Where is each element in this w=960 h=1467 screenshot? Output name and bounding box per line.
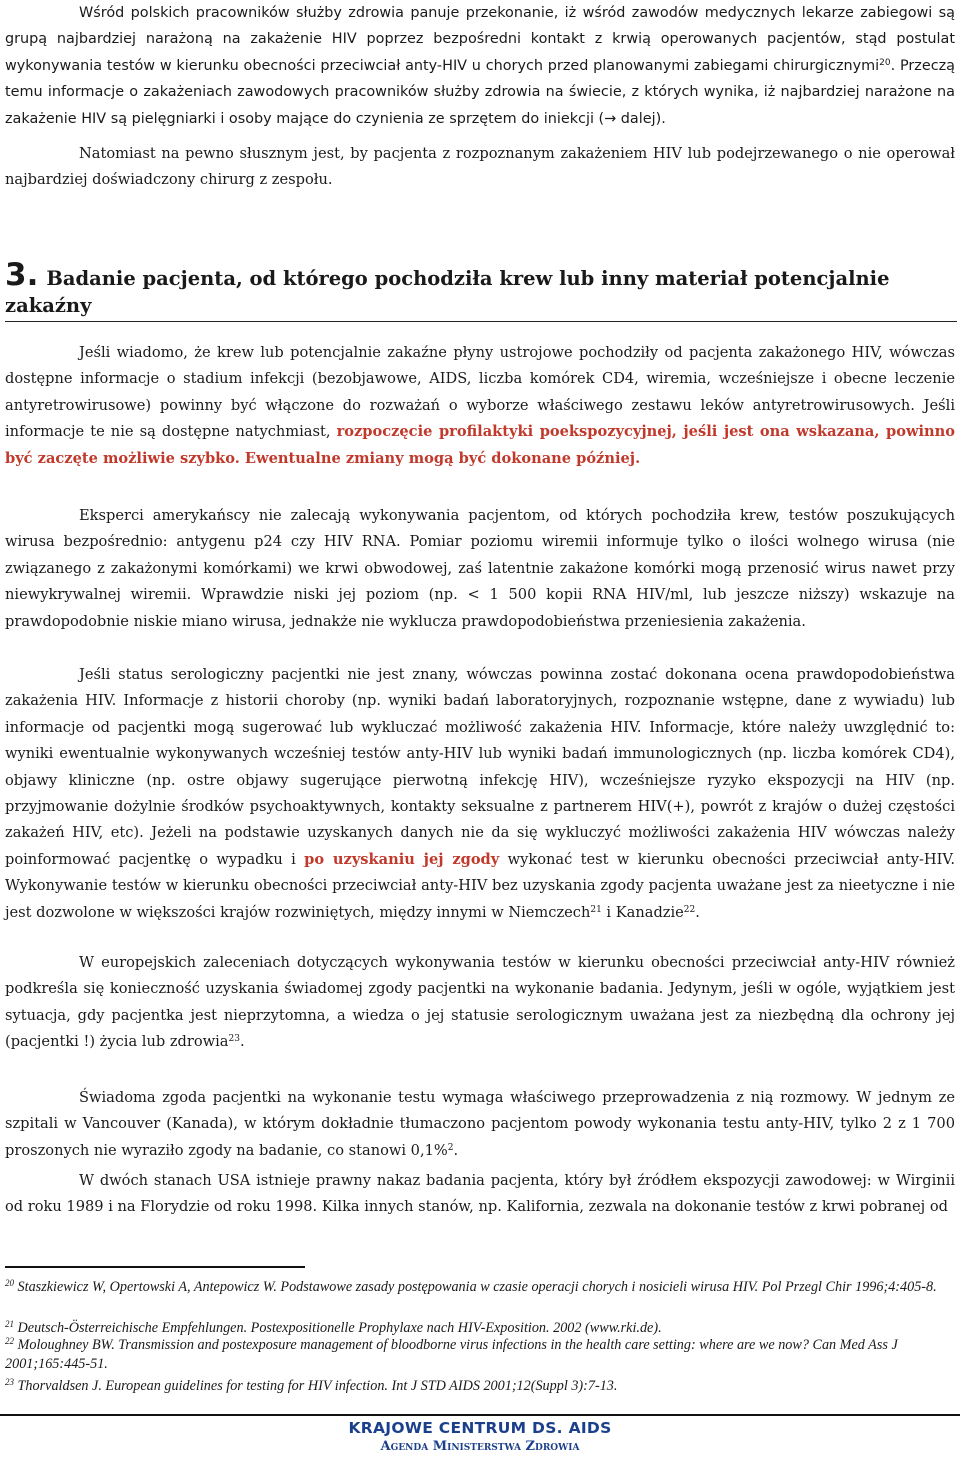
paragraph-text: Świadoma zgoda pacjentki na wykonanie testu wymaga właściwego przeprowadzenia z nią rozmowy. W jednym ze szpitali w Vancouver (Kanada), w którym dokładnie tłumaczono pacjentom powody wykonania testu anty-HIV, tylko 2 z 1 700 proszonych nie wyraziło zgody na badanie, co stanowi 0,1%: [5, 1089, 955, 1159]
footnote-number: 20: [5, 1278, 14, 1288]
footnote-ref: 2: [447, 1142, 454, 1153]
paragraph-text: .: [695, 903, 700, 921]
footnote-ref: 22: [683, 904, 696, 915]
page-footer: [0, 1419, 960, 1456]
paragraph-usa-states: W dwóch stanach USA istnieje prawny nakaz badania pacjenta, który był źródłem ekspozycji zawodowej: w Wirginii od roku 1989 i na Florydzie od roku 1998. Kilka innych stanów, np. Kalifornia, zezwala na dokonanie testów z krwi pobranej od: [5, 1172, 955, 1216]
paragraph-surgeons-risk: [5, 0, 955, 132]
paragraph-text: .: [239, 1033, 245, 1051]
section-underline: [5, 321, 957, 322]
footnote-20: [5, 1278, 955, 1297]
footnote-23: [5, 1377, 955, 1396]
footnote-number: 21: [5, 1319, 14, 1329]
footnote-ref: 21: [590, 904, 602, 915]
footnote-separator: [5, 1266, 305, 1268]
paragraph-text: wykonać test w kierunku obecności przeciwciał anty-HIV. Wykonywanie testów w kierunku obecności przeciwciał anty-HIV bez uzyskania zgody pacjenta uważane jest za nieetyczne i nie jest dozwolone w większości krajów rozwiniętych, między innymi w Niemczech: [5, 850, 955, 921]
section-number: 3.: [5, 257, 39, 293]
paragraph-text: Wśród polskich pracowników służby zdrowia panuje przekonanie, iż wśród zawodów medycznych lekarze zabiegowi są grupą najbardziej narażoną na zakażenie HIV poprzez bezpośredni kontakt z krwią operowanych pacjentów, stąd postulat wykonywania testów w kierunku obecności przeciwciał anty-HIV u chorych przed planowanymi zabiegami chirurgicznymi: [5, 5, 955, 74]
paragraph-text: Jeśli wiadomo, że krew lub potencjalnie zakaźne płyny ustrojowe pochodziły od pacjenta zakażonego HIV, wówczas dostępne informacje o stadium infekcji (bezobjawowe, AIDS, liczba komórek CD4, wiremia, wcześniejsze i obecne leczenie antyretrowirusowe) powinny być włączone do rozważań o wyborze właściwego zestawu leków antyretrowirusowych. Jeśli informacje te nie są dostępne natychmiast,: [5, 344, 955, 441]
footnote-ref: 23: [228, 1034, 240, 1045]
section-heading: [5, 257, 955, 319]
paragraph-text: W europejskich zaleceniach dotyczących wykonywania testów w kierunku obecności przeciwciał anty-HIV również podkreśla się konieczność uzyskania świadomej zgody pacjentki na wykonanie badania. Jedynym, jeśli w ogóle, wyjątkiem jest sytuacja, gdy pacjentka jest nieprzytomna, a wiedza o jej statusie serologicznym uważana jest za niezbędną dla ochrony jej (pacjentki !) życia lub zdrowia: [5, 954, 955, 1051]
paragraph-american-experts: Eksperci amerykańscy nie zalecają wykonywania pacjentom, od których pochodziła krew, testów poszukujących wirusa bezpośrednio: antygenu p24 czy HIV RNA. Pomiar poziomu wiremii informuje tylko o ilości wolnego wirusa (nie związanego z zakażonymi komórkami) we krwi obwodowej, zaś latentnie zakażone komórki mogą przenosić wirus nawet przy niewykrywalnej wiremii. Wprawdzie niski jej poziom (np. < 1 500 kopii RNA HIV/ml, lub jeszcze niższy) wskazuje na prawdopodobnie niskie miano wirusa, jednakże nie wyklucza prawdopodobieństwa przeniesienia zakażenia.: [5, 507, 955, 630]
paragraph-text: i Kanadzie: [601, 903, 684, 921]
footer-org-subtitle: Agenda Ministerstwa Zdrowia: [380, 1439, 580, 1454]
paragraph-european-guidelines: [5, 950, 955, 1056]
highlighted-text: rozpoczęcie profilaktyki poekspozycyjnej, jeśli jest ona wskazana, powinno być zaczęte możliwie szybko. Ewentualne zmiany mogą być dokonane później.: [5, 423, 955, 467]
paragraph-experienced-surgeon: Natomiast na pewno słusznym jest, by pacjenta z rozpoznanym zakażeniem HIV lub podejrzewanego o nie operował najbardziej doświadczony chirurg z zespołu.: [5, 145, 955, 189]
footnote-number: 22: [5, 1336, 14, 1346]
footnote-text: Staszkiewicz W, Opertowski A, Antepowicz W. Podstawowe zasady postępowania w czasie operacji chorych i nosicieli wirusa HIV. Pol Przegl Chir 1996;4:405-8.: [17, 1279, 937, 1295]
footnote-22: [5, 1336, 955, 1374]
highlighted-text: po uzyskaniu jej zgody: [304, 850, 500, 868]
paragraph-text: . Przeczą temu informacje o zakażeniach zawodowych pracowników służby zdrowia na świecie, z których wynika, iż najbardziej narażone na zakażenie HIV są pielęgniarki i osoby mające do czynienia ze sprzętem do iniekcji (→ dalej).: [5, 57, 955, 127]
footnote-ref: 20: [879, 57, 891, 68]
footnote-text: Thorvaldsen J. European guidelines for testing for HIV infection. Int J STD AIDS 2001;12(Suppl 3):7-13.: [17, 1378, 618, 1394]
paragraph-informed-consent: [5, 1085, 955, 1164]
footnote-text: Moloughney BW. Transmission and postexposure management of bloodborne virus infections in the health care setting: where are we now? Can Med Ass J 2001;165:445-51.: [5, 1337, 898, 1372]
footer-separator: [0, 1414, 960, 1416]
section-title: Badanie pacjenta, od którego pochodziła krew lub inny materiał potencjalnie zakaźny: [5, 267, 890, 317]
paragraph-known-source: [5, 340, 955, 472]
footer-org-name: KRAJOWE CENTRUM DS. AIDS: [348, 1419, 612, 1437]
footnote-number: 23: [5, 1377, 14, 1387]
paragraph-text: Jeśli status serologiczny pacjentki nie jest znany, wówczas powinna zostać dokonana ocena prawdopodobieństwa zakażenia HIV. Informacje z historii choroby (np. wyniki badań laboratoryjnych, rozpoznanie wstępne, dane z wywiadu) lub informacje od pacjentki mogą sugerować lub wykluczać możliwość zakażenia HIV. Informacje, które należy uwzględnić to: wyniki ewentualnie wykonywanych wcześniej testów anty-HIV lub wyniki badań immunologicznych (np. liczba komórek CD4), objawy kliniczne (np. ostre objawy sugerujące pierwotną infekcję HIV), wcześniejsze ryzyko ekspozycji na HIV (np. przyjmowanie dożylnie środków psychoaktywnych, kontakty seksualne z partnerem HIV(+), powrót z krajów o dużej częstości zakażeń HIV, etc). Jeżeli na podstawie uzyskanych danych nie da się wykluczyć możliwości zakażenia HIV wówczas należy poinformować pacjentkę o wypadku i: [5, 666, 955, 868]
footnote-text: Deutsch-Österreichische Empfehlungen. Postexpositionelle Prophylaxe nach HIV-Exposition. 2002 (www.rki.de).: [17, 1320, 662, 1336]
paragraph-text: .: [453, 1141, 459, 1159]
paragraph-unknown-status: [5, 662, 955, 926]
